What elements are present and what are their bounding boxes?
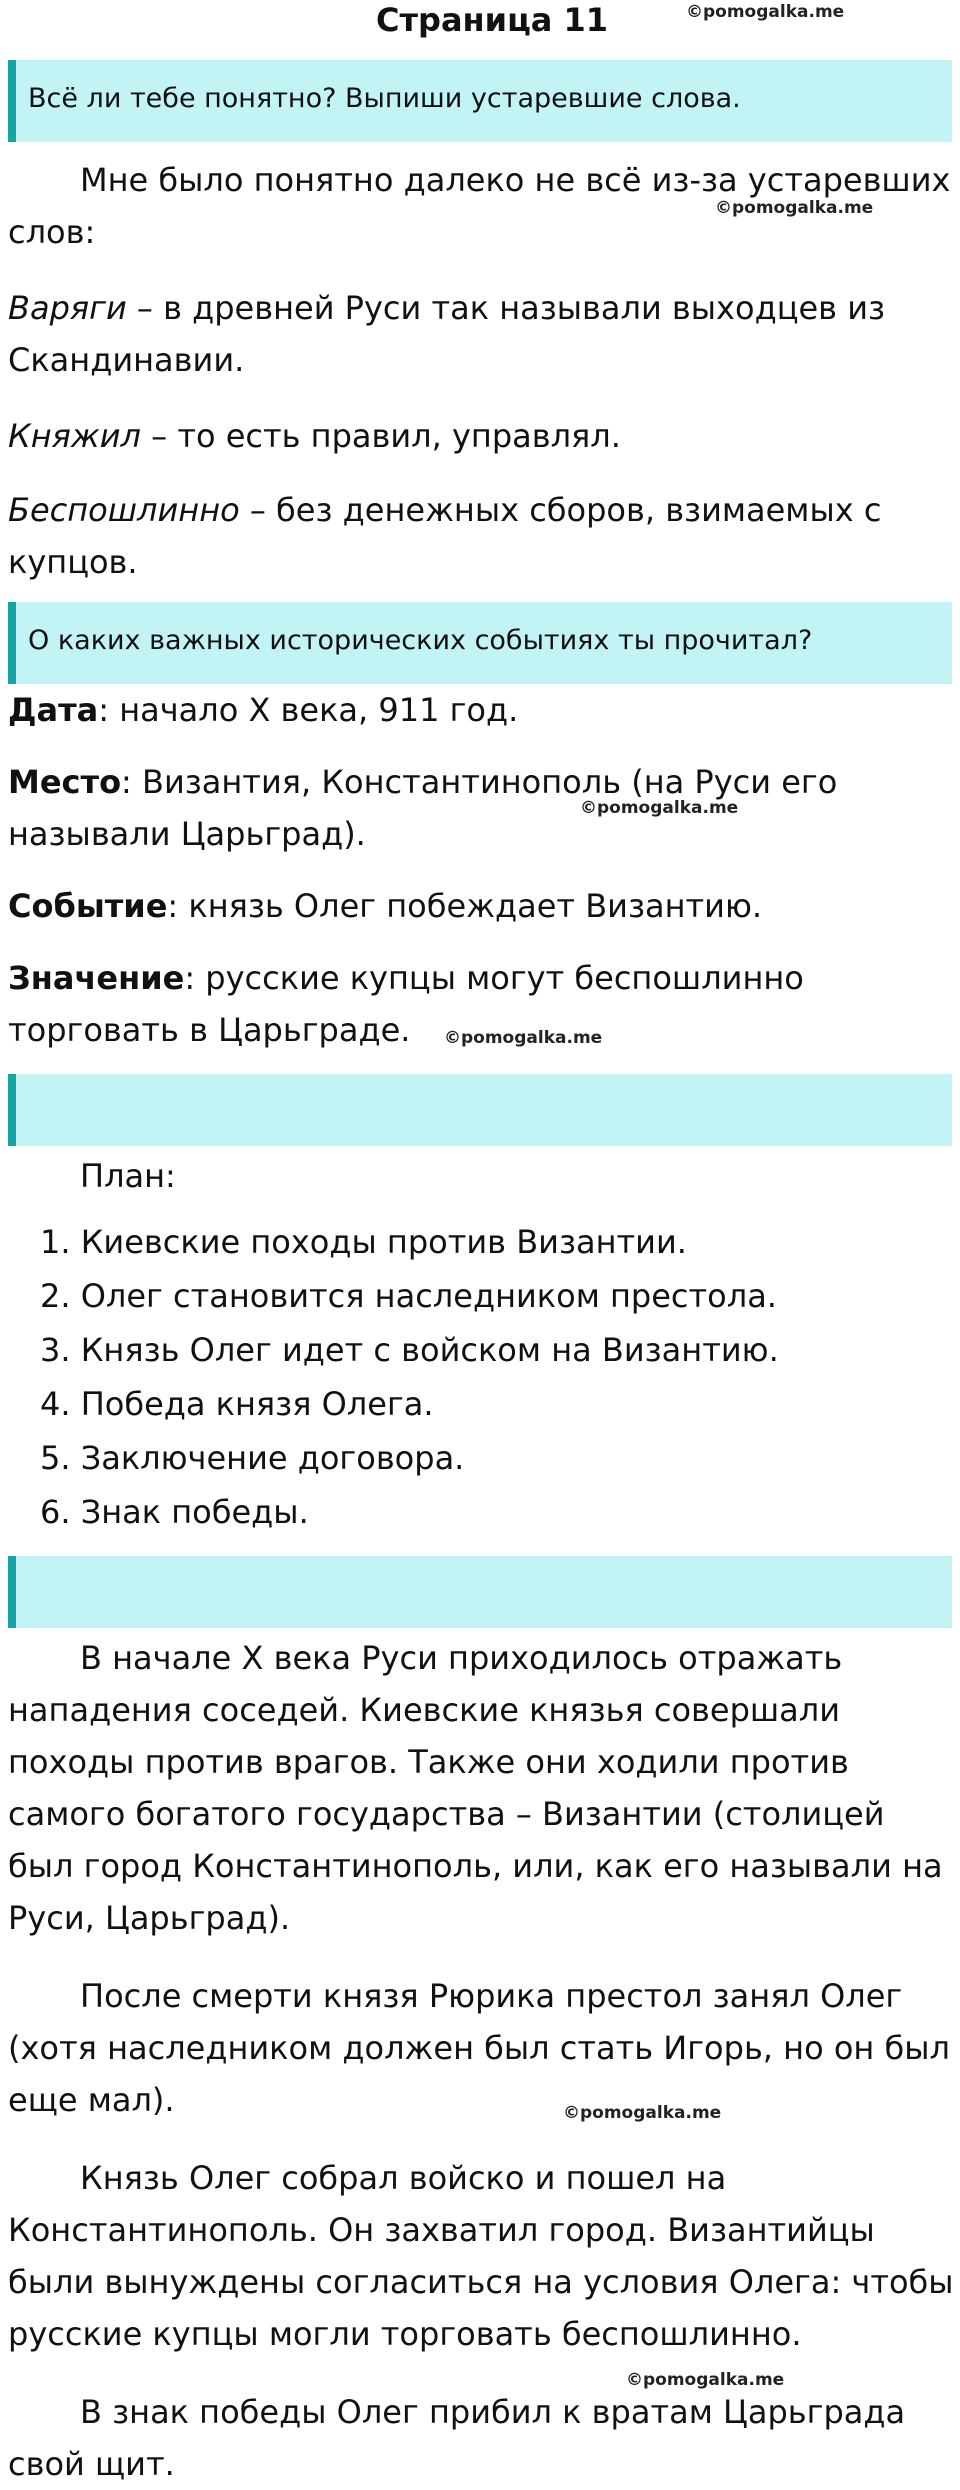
- watermark: ©pomogalka.me: [580, 798, 739, 818]
- story-paragraph: После смерти князя Рюрика престол занял Олег (хотя наследником должен был стать Игорь, но он был еще мал).: [8, 1977, 950, 2119]
- term: Беспошлинно: [8, 491, 240, 529]
- plan-item: 3. Князь Олег идет с войском на Византию.: [40, 1331, 779, 1369]
- fact-paragraph: [8, 684, 958, 736]
- plan-item: 4. Победа князя Олега.: [40, 1385, 434, 1423]
- plan-item: 1. Киевские походы против Византии.: [40, 1223, 687, 1261]
- watermark: ©pomogalka.me: [715, 198, 874, 218]
- fact-paragraph: [8, 756, 958, 860]
- fact-text: : русские купцы могут беспошлинно торговать в Царьграде.: [8, 959, 804, 1049]
- fact-text: : Византия, Константинополь (на Руси его называли Царьград).: [8, 763, 838, 853]
- fact-label: Дата: [8, 691, 99, 729]
- intro-paragraph: Мне было понятно далеко не всё из-за устаревших слов:: [8, 161, 951, 251]
- page-title: Страница 11: [376, 1, 609, 39]
- question-bar-2: [8, 602, 952, 684]
- term: Варяги: [8, 289, 127, 327]
- term: Княжил: [8, 417, 141, 455]
- plan-heading: План:: [80, 1157, 176, 1195]
- term-definition: – то есть правил, управлял.: [140, 417, 621, 455]
- story-paragraph: В начале X века Руси приходилось отражать нападения соседей. Киевские князья совершали походы против врагов. Также они ходили против самого богатого государства – Византии (столицей был город Константинополь, или, как его называли на Руси, Царьград).: [8, 1639, 943, 1937]
- question-text-1: Всё ли тебе понятно? Выпиши устаревшие слова.: [28, 83, 741, 114]
- fact-label: Событие: [8, 887, 168, 925]
- fact-label: Значение: [8, 959, 185, 997]
- fact-paragraph: [8, 880, 958, 932]
- term-paragraph: [8, 410, 958, 462]
- story-paragraph: Князь Олег собрал войско и пошел на Константинополь. Он захватил город. Византийцы были вынуждены согласиться на условия Олега: чтобы русские купцы могли торговать беспошлинно.: [8, 2159, 954, 2353]
- section-bar-4: [8, 1556, 952, 1628]
- plan-item: 6. Знак победы.: [40, 1493, 309, 1531]
- section-bar-3: [8, 1074, 952, 1146]
- watermark: ©pomogalka.me: [563, 2103, 722, 2123]
- fact-label: Место: [8, 763, 122, 801]
- question-bar-1: [8, 60, 952, 142]
- term-definition: – без денежных сборов, взимаемых с купцов.: [8, 491, 882, 581]
- term-paragraph: [8, 484, 958, 588]
- question-text-2: О каких важных исторических событиях ты прочитал?: [28, 625, 813, 656]
- fact-text: : начало X века, 911 год.: [98, 691, 519, 729]
- term-paragraph: [8, 282, 958, 386]
- plan-item: 2. Олег становится наследником престола.: [40, 1277, 777, 1315]
- term-definition: – в древней Руси так называли выходцев из Скандинавии.: [8, 289, 885, 379]
- watermark: ©pomogalka.me: [444, 1028, 603, 1048]
- watermark: ©pomogalka.me: [626, 2370, 785, 2390]
- watermark: ©pomogalka.me: [686, 2, 845, 22]
- story-paragraph: В знак победы Олег прибил к вратам Царьграда свой щит.: [8, 2393, 906, 2483]
- plan-item: 5. Заключение договора.: [40, 1439, 465, 1477]
- fact-text: : князь Олег побеждает Византию.: [167, 887, 763, 925]
